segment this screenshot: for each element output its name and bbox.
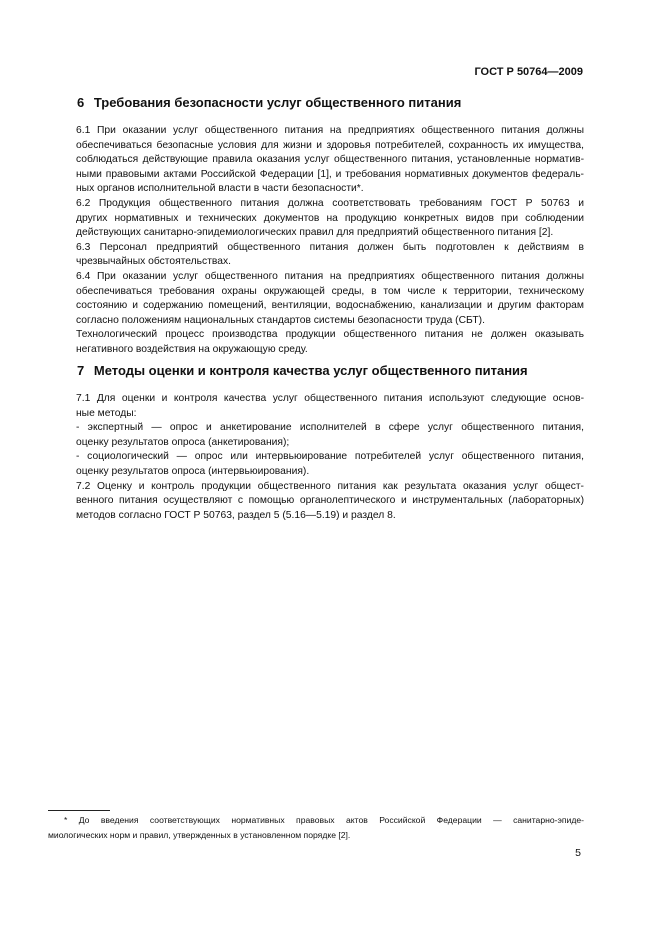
section-7-body <box>76 392 584 523</box>
text-line: методов согласно ГОСТ Р 50763, раздел 5 (5.16—5.19) и раздел 8. <box>76 509 396 521</box>
text-line: - экспертный — опрос и анкетирование исполнителей в сфере услуг общественного питания, <box>76 422 584 434</box>
text-line: * До введения соответствующих нормативных правовых актов Российской Федерации — санитарно-эпиде- <box>64 815 584 825</box>
text-line: Технологический процесс производства продукции общественного питания не должен оказывать <box>76 329 584 341</box>
text-line: ных органов исполнительной власти в части безопасности*. <box>76 183 364 195</box>
section-6-number: 6 <box>77 95 85 110</box>
section-7-title-text: Методы оценки и контроля качества услуг общественного питания <box>93 363 528 378</box>
text-line: - социологический — опрос или интервьюирование потребителей услуг общественного питания, <box>76 451 584 463</box>
text-line: ные методы: <box>76 407 137 419</box>
text-line: чрезвычайных обстоятельствах. <box>76 256 231 268</box>
footnote-rule <box>48 810 110 811</box>
text-line: ными правовыми актами Российской Федерации [1], и требования нормативных документов федераль- <box>76 168 584 180</box>
text-line: 7.1 Для оценки и контроля качества услуг общественного питания используют следующие основ- <box>76 393 584 404</box>
text-line: 6.2 Продукция общественного питания должна соответствовать требованиям ГОСТ Р 50763 и <box>76 197 584 209</box>
text-line: согласно положениям национальных стандартов системы безопасности труда (СБТ). <box>76 314 485 326</box>
text-line: оценку результатов опроса (анкетирования); <box>76 436 290 448</box>
text-line: негативного воздействия на окружающую среду. <box>76 343 308 355</box>
footnote <box>48 813 584 843</box>
text-line: венного питания осуществляют с помощью органолептического и инструментальных (лабораторных) <box>76 495 584 507</box>
section-6-title <box>77 95 461 110</box>
text-line: соблюдаться действующие правила оказания услуг общественного питания, установленные норматив- <box>76 154 584 166</box>
text-line: 6.3 Персонал предприятий общественного питания должен быть подготовлен к действиям в <box>76 241 584 253</box>
section-7-number: 7 <box>77 363 85 378</box>
text-line: действующих санитарно-эпидемиологических правил для предприятий общественного питания [2]. <box>76 227 554 239</box>
section-6-title-text: Требования безопасности услуг общественного питания <box>93 95 462 110</box>
text-line: других нормативных и технических документов на продукцию конкретных видов при соблюдении <box>76 212 584 224</box>
text-line: состоянию и содержанию помещений, вентиляции, водоснабжению, канализации и другим факторам <box>76 300 584 312</box>
section-6-body <box>76 124 584 358</box>
text-line: миологических норм и правил, утвержденных в установленном порядке [2]. <box>48 830 351 840</box>
text-line: обеспечиваться требования охраны окружающей среды, в том числе к территории, техническому <box>76 285 584 297</box>
text-line: 6.4 При оказании услуг общественного питания на предприятиях общественного питания должны <box>76 270 584 282</box>
section-7-title <box>77 363 528 378</box>
text-line: обеспечиваться безопасные условия для жизни и здоровья потребителей, сохранность их имущества, <box>76 139 584 151</box>
page-number: 5 <box>575 847 581 859</box>
text-line: оценку результатов опроса (интервьюирования). <box>76 465 310 477</box>
doc-code: ГОСТ Р 50764—2009 <box>474 66 583 78</box>
text-line: 7.2 Оценку и контроль продукции общественного питания как результата оказания услуг общест- <box>76 480 584 492</box>
text-line: 6.1 При оказании услуг общественного питания на предприятиях общественного питания должны <box>76 125 584 136</box>
